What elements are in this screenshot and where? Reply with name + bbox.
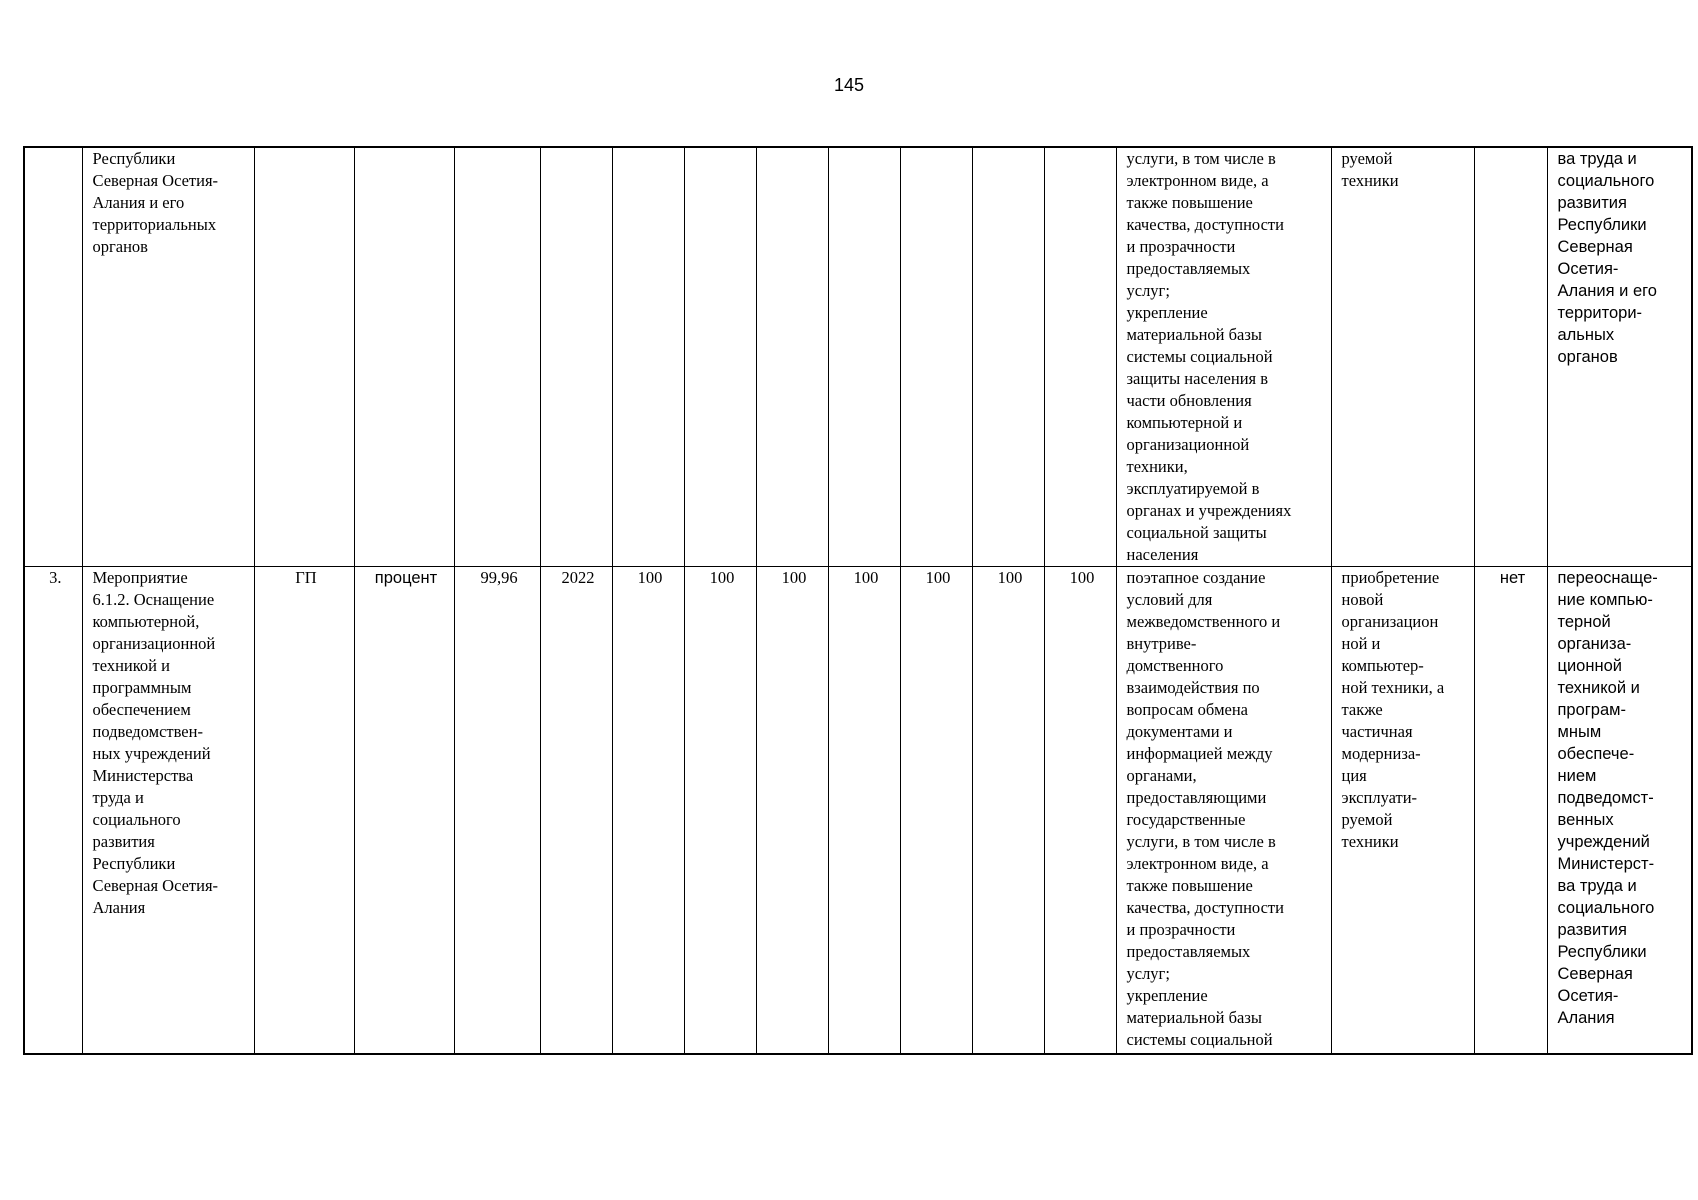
unit-cell: процент: [354, 567, 454, 1054]
base-year-cell: 2022: [540, 567, 612, 1054]
executor-cell: ва труда и социального развития Республики Северная Осетия- Алания и его территори- альных органов: [1547, 147, 1692, 567]
value-cell: 100: [900, 567, 972, 1054]
value-cell: 100: [1044, 567, 1116, 1054]
value-cell: 100: [684, 567, 756, 1054]
result-cell: поэтапное создание условий для межведомственного и внутриве- домственного взаимодействия по вопросам обмена документами и информацией между органами, предоставляющими государственные услуги, в том числе в электронном виде, а также повышение качества, доступности и прозрачности предоставляемых услуг; укрепление материальной базы системы социальной: [1116, 567, 1331, 1054]
measure-name-cell: Республики Северная Осетия- Алания и его территориальных органов: [82, 147, 254, 567]
value-cell: 100: [612, 567, 684, 1054]
base-value-cell: 99,96: [454, 567, 540, 1054]
base-value-cell: [454, 147, 540, 567]
value-cell: 100: [828, 567, 900, 1054]
row-number-cell: [24, 147, 82, 567]
description-cell: руемой техники: [1331, 147, 1474, 567]
value-cell: [828, 147, 900, 567]
value-cell: [900, 147, 972, 567]
value-cell: [972, 147, 1044, 567]
source-cell: [254, 147, 354, 567]
table-row: [24, 147, 1692, 567]
base-year-cell: [540, 147, 612, 567]
unit-cell: [354, 147, 454, 567]
value-cell: 100: [756, 567, 828, 1054]
value-cell: [1044, 147, 1116, 567]
value-cell: [684, 147, 756, 567]
program-table: [23, 146, 1693, 1055]
relation-cell: [1474, 147, 1547, 567]
row-number-cell: 3.: [24, 567, 82, 1054]
page-number: 145: [833, 75, 865, 95]
relation-cell: нет: [1474, 567, 1547, 1054]
measure-name-cell: Мероприятие 6.1.2. Оснащение компьютерной, организационной техникой и программным обеспечением подведомствен- ных учреждений Министерства труда и социального развития Республики Северная Осетия- Алания: [82, 567, 254, 1054]
result-cell: услуги, в том числе в электронном виде, а также повышение качества, доступности и прозрачности предоставляемых услуг; укрепление материальной базы системы социальной защиты населения в части обновления компьютерной и организационной техники, эксплуатируемой в органах и учреждениях социальной защиты населения: [1116, 147, 1331, 567]
executor-cell: переоснаще- ние компью- терной организа- ционной техникой и програм- мным обеспече- нием подведомст- венных учреждений Министерст- ва труда и социального развития Республики Северная Осетия- Алания: [1547, 567, 1692, 1054]
value-cell: [756, 147, 828, 567]
table-row: [24, 567, 1692, 1054]
source-cell: ГП: [254, 567, 354, 1054]
value-cell: 100: [972, 567, 1044, 1054]
description-cell: приобретение новой организацион ной и компьютер- ной техники, а также частичная модерниза- ция эксплуати- руемой техники: [1331, 567, 1474, 1054]
value-cell: [612, 147, 684, 567]
